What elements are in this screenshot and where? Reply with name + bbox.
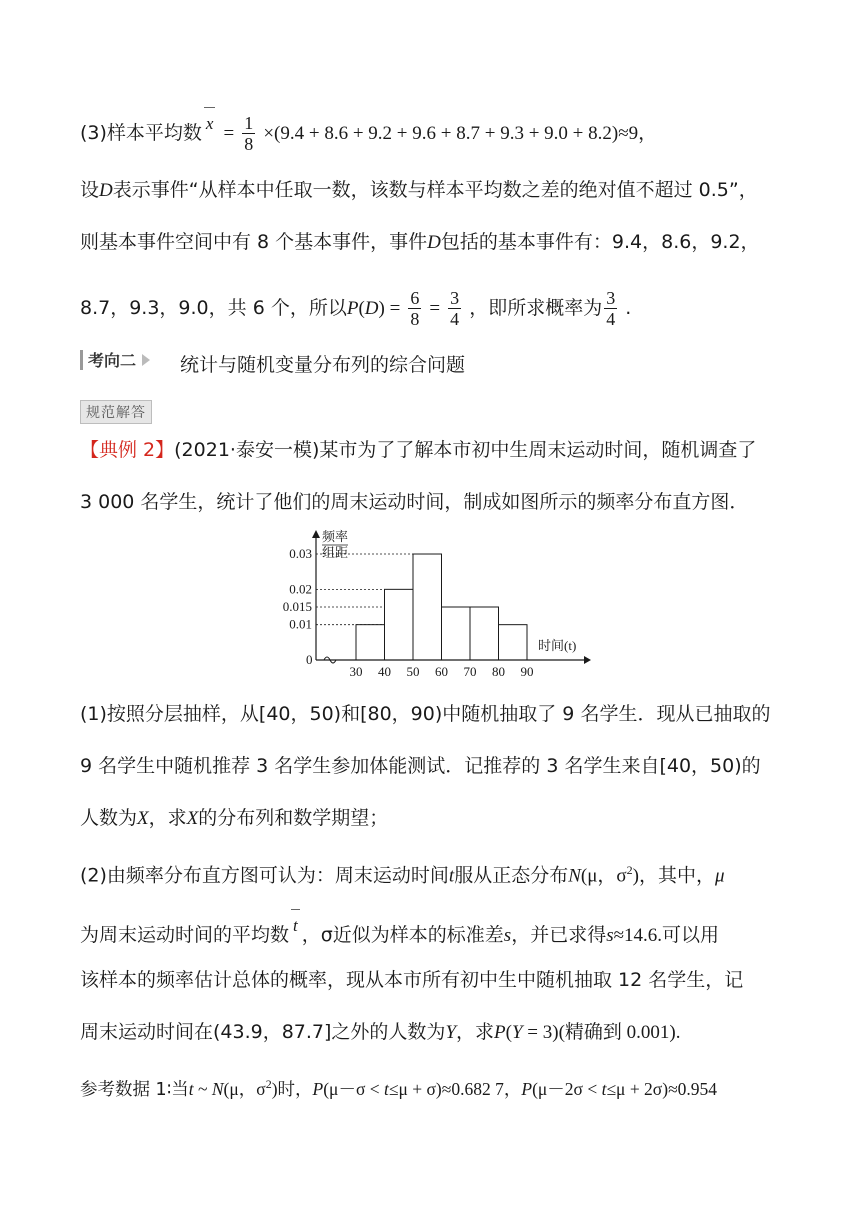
x-tick-label: 30	[349, 664, 363, 678]
histogram-bar-[80,90)	[499, 625, 528, 660]
x-tick-label: 40	[378, 664, 391, 678]
q2-line-3: 该样本的频率估计总体的概率，现从本市所有初中生中随机抽取 12 名学生，记	[80, 969, 744, 991]
x-tick-label: 50	[406, 664, 420, 678]
mean-expression: ×(9.4 + 8.6 + 9.2 + 9.6 + 8.7 + 9.3 + 9.0 + 8.2)≈9，	[263, 123, 658, 144]
x-axis-arrow-icon	[584, 656, 591, 664]
probability-result-line: 8.7，9.3，9.0，共 6 个，所以P(D) = $\frac{6}{8}$ = $\frac{3}{4}$ ，即所求概率为 $\frac{3}{4}$ .	[80, 288, 632, 329]
fraction-three-quarters-answer: $\frac{3}{4}$	[606, 288, 616, 329]
y-axis-arrow-icon	[312, 530, 320, 538]
q2-line-2: 为周末运动时间的平均数 t ，σ近似为样本的标准差s，并已求得s≈14.6.可以用	[80, 916, 720, 946]
y-tick-label: 0.015	[282, 599, 312, 615]
solution-line-3	[80, 112, 657, 154]
x-tick-label: 90	[520, 664, 534, 678]
histogram-bar-[60,70)	[442, 607, 471, 660]
histogram-bar-[50,60)	[413, 554, 442, 660]
x-tick-label: 60	[435, 664, 448, 678]
histogram-bar-[30,40)	[356, 625, 385, 660]
frequency-histogram	[260, 528, 600, 678]
section-title: 统计与随机变量分布列的综合问题	[180, 354, 466, 376]
event-d-definition: 设D表示事件“从样本中任取一数，该数与样本平均数之差的绝对值不超过 0.5”，	[80, 179, 758, 201]
triangle-arrow-icon	[142, 354, 150, 366]
q1-line-3: 人数为X，求X的分布列和数学期望；	[80, 807, 389, 829]
ylabel-top: 频率	[322, 529, 349, 544]
histogram-bar-[40,50)	[385, 589, 414, 660]
y-tick-label: 0.03	[289, 546, 312, 562]
example-label: 【典例 2】	[80, 439, 175, 461]
x-tick-label: 70	[463, 664, 477, 678]
q1-line-2: 9 名学生中随机推荐 3 名学生参加体能测试．记推荐的 3 名学生来自[40，50)的	[80, 755, 761, 777]
fraction-one-eighth: $\frac{1}{8}$	[244, 113, 254, 154]
example-line-1: 【典例 2】(2021·泰安一模)某市为了了解本市初中生周末运动时间，随机调查了	[80, 439, 757, 461]
tag-bar	[80, 350, 83, 370]
reference-data-line: 参考数据 1∶当t ~ N(μ，$\sigma^2$)时，P(μ－σ < t≤μ + σ)≈0.682 7，P(μ－2σ < t≤μ + 2σ)≈0.954	[80, 1077, 718, 1100]
y-tick-label: 0.02	[289, 581, 312, 597]
fraction-three-quarters: $\frac{3}{4}$	[450, 288, 460, 329]
section-tag-label: 考向二	[88, 351, 137, 370]
y-tick-label: 0.01	[289, 616, 312, 632]
ylabel-bottom: 组距	[322, 545, 349, 560]
t-bar-symbol: t	[293, 914, 298, 938]
fraction-six-eighths: $\frac{6}{8}$	[410, 288, 420, 329]
sample-mean-label: (3)样本平均数	[80, 122, 202, 144]
equals: =	[223, 123, 235, 144]
histogram-bar-[70,80)	[470, 607, 499, 660]
x-tick-label: 80	[492, 664, 505, 678]
q1-line-1: (1)按照分层抽样，从[40，50)和[80，90)中随机抽取了 9 名学生．现从已抽取的	[80, 703, 771, 725]
example-line-2: 3 000 名学生，统计了他们的周末运动时间，制成如图所示的频率分布直方图．	[80, 491, 749, 513]
standard-answer-badge: 规范解答	[80, 400, 152, 424]
q2-line-4: 周末运动时间在(43.9，87.7]之外的人数为Y，求P(Y = 3)(精确到 0.001).	[80, 1021, 681, 1043]
x-bar-symbol: x	[206, 112, 214, 136]
origin-label: 0	[306, 652, 313, 667]
xlabel: 时间(t)	[538, 638, 577, 653]
section-tag	[80, 348, 150, 371]
sample-space-line: 则基本事件空间中有 8 个基本事件，事件D包括的基本事件有：9.4，8.6，9.2，	[80, 231, 760, 253]
q2-line-1: (2)由频率分布直方图可认为：周末运动时间t服从正态分布N(μ，$\sigma^2$)，其中，μ	[80, 863, 725, 887]
